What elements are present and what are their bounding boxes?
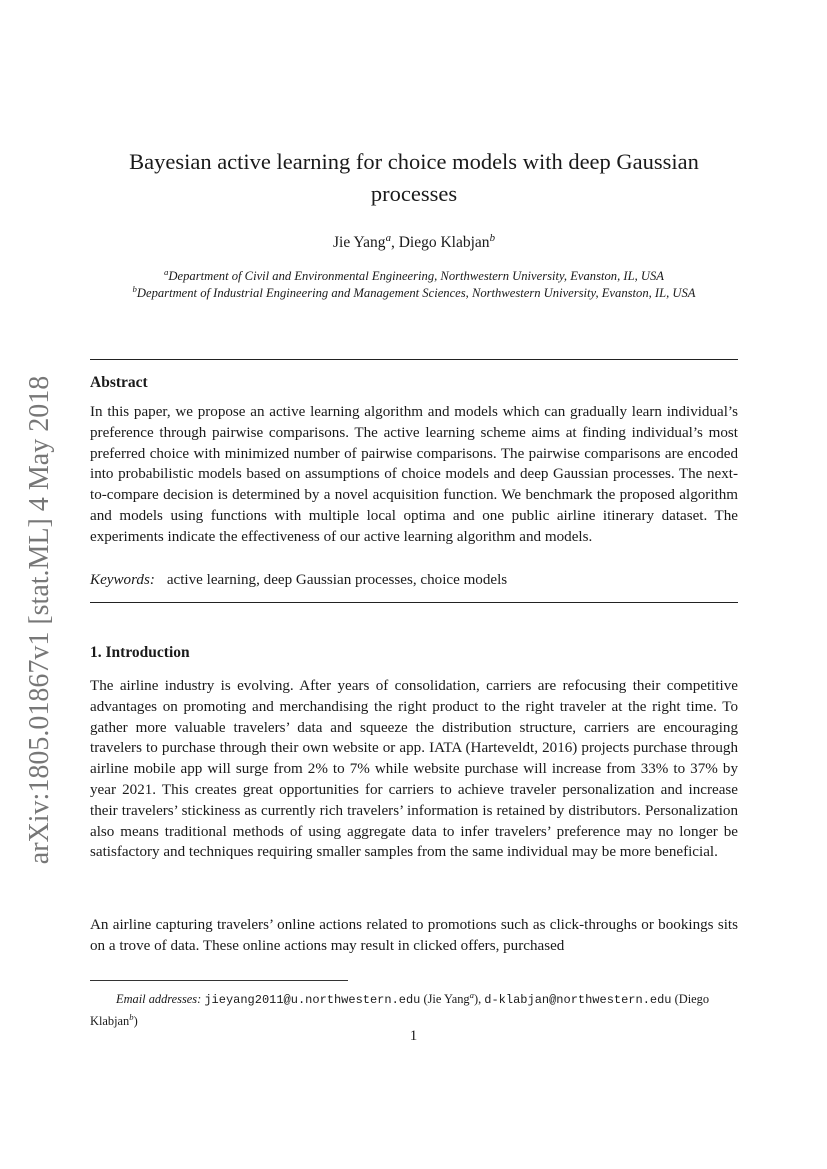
email-name-1-sup: a [469,990,474,1000]
author-2-sup: b [489,232,495,244]
author-1-sup: a [385,232,391,244]
abstract-bottom-rule [90,602,738,603]
keywords-text: active learning, deep Gaussian processes, choice models [166,572,508,588]
affiliation-b-text: Department of Industrial Engineering and Management Sciences, Northwestern University, Evanston, IL, USA [136,286,696,301]
footnote-label: Email addresses: [116,992,202,1007]
email-name-2-sup: b [129,1012,134,1023]
affiliation-b [90,281,738,302]
email-link-2[interactable]: d-klabjan@northwestern.edu [484,993,672,1008]
arxiv-stamp: arXiv:1805.01867v1 [stat.ML] 4 May 2018 [24,375,55,865]
page-number: 1 [409,1028,418,1044]
introduction-paragraph-2: An airline capturing travelers’ online actions related to promotions such as click-throughs or bookings sits on a trove of data. These online actions may result in clicked offers, purchased [90,917,738,954]
abstract-heading: Abstract [90,374,148,391]
footnote-emails [90,987,738,1030]
keywords-line [90,572,738,589]
paper-title: Bayesian active learning for choice models with deep Gaussian processes [129,149,699,206]
affiliation-a-sup: a [164,267,169,277]
author-separator: , [390,234,399,252]
introduction-paragraph-1: The airline industry is evolving. After years of consolidation, carriers are refocusing their competitive advantages on promoting and merchandising the right product to the right traveler at the right time. To gather more valuable travelers’ data and squeeze the distribution structure, carriers are encouraging travelers to purchase through their own website or app. IATA (Harteveldt, 2016) projects purchase through airline mobile app will surge from 2% to 7% while website purchase will increase from 33% to 37% by year 2021. This creates great opportunities for carriers to achieve traveler personalization and increase their travelers’ stickiness as currently rich travelers’ information is retained by distributors. Personalization also means traditional methods of using aggregate data to infer travelers’ preference may no longer be satisfactory and techniques requiring smaller samples from the same individual may be more beneficial. [90,678,738,861]
author-1: Jie Yang [333,234,386,252]
affiliation-a-text: Department of Civil and Environmental Engineering, Northwestern University, Evanston, IL, USA [168,269,664,284]
email-name-2-open: (Diego Klabjan [90,992,710,1029]
email-name-1-open: (Jie Yang [420,992,470,1007]
email-name-1-close: ), [473,992,485,1007]
abstract-text: In this paper, we propose an active learning algorithm and models which can gradually learn individual’s preference through pairwise comparisons. The active learning scheme aims at finding individual’s most preferred choice with minimized number of pairwise comparisons. The pairwise comparisons are encoded into probabilistic models based on assumptions of choice models and deep Gaussian processes. The next-to-compare decision is determined by a novel acquisition function. We benchmark the proposed algorithm and models using functions with multiple local optima and one public airline itinerary dataset. The experiments indicate the effectiveness of our active learning algorithm and models. [90,404,738,545]
introduction-heading: 1. Introduction [90,644,190,661]
author-line [90,232,738,252]
abstract-top-rule [90,359,738,360]
email-link-1[interactable]: jieyang2011@u.northwestern.edu [204,993,421,1008]
footnote-rule [90,980,348,981]
author-2: Diego Klabjan [398,234,490,252]
keywords-label: Keywords: [90,572,155,588]
email-name-2-close: ) [133,1014,138,1029]
affiliation-b-sup: b [132,284,137,294]
